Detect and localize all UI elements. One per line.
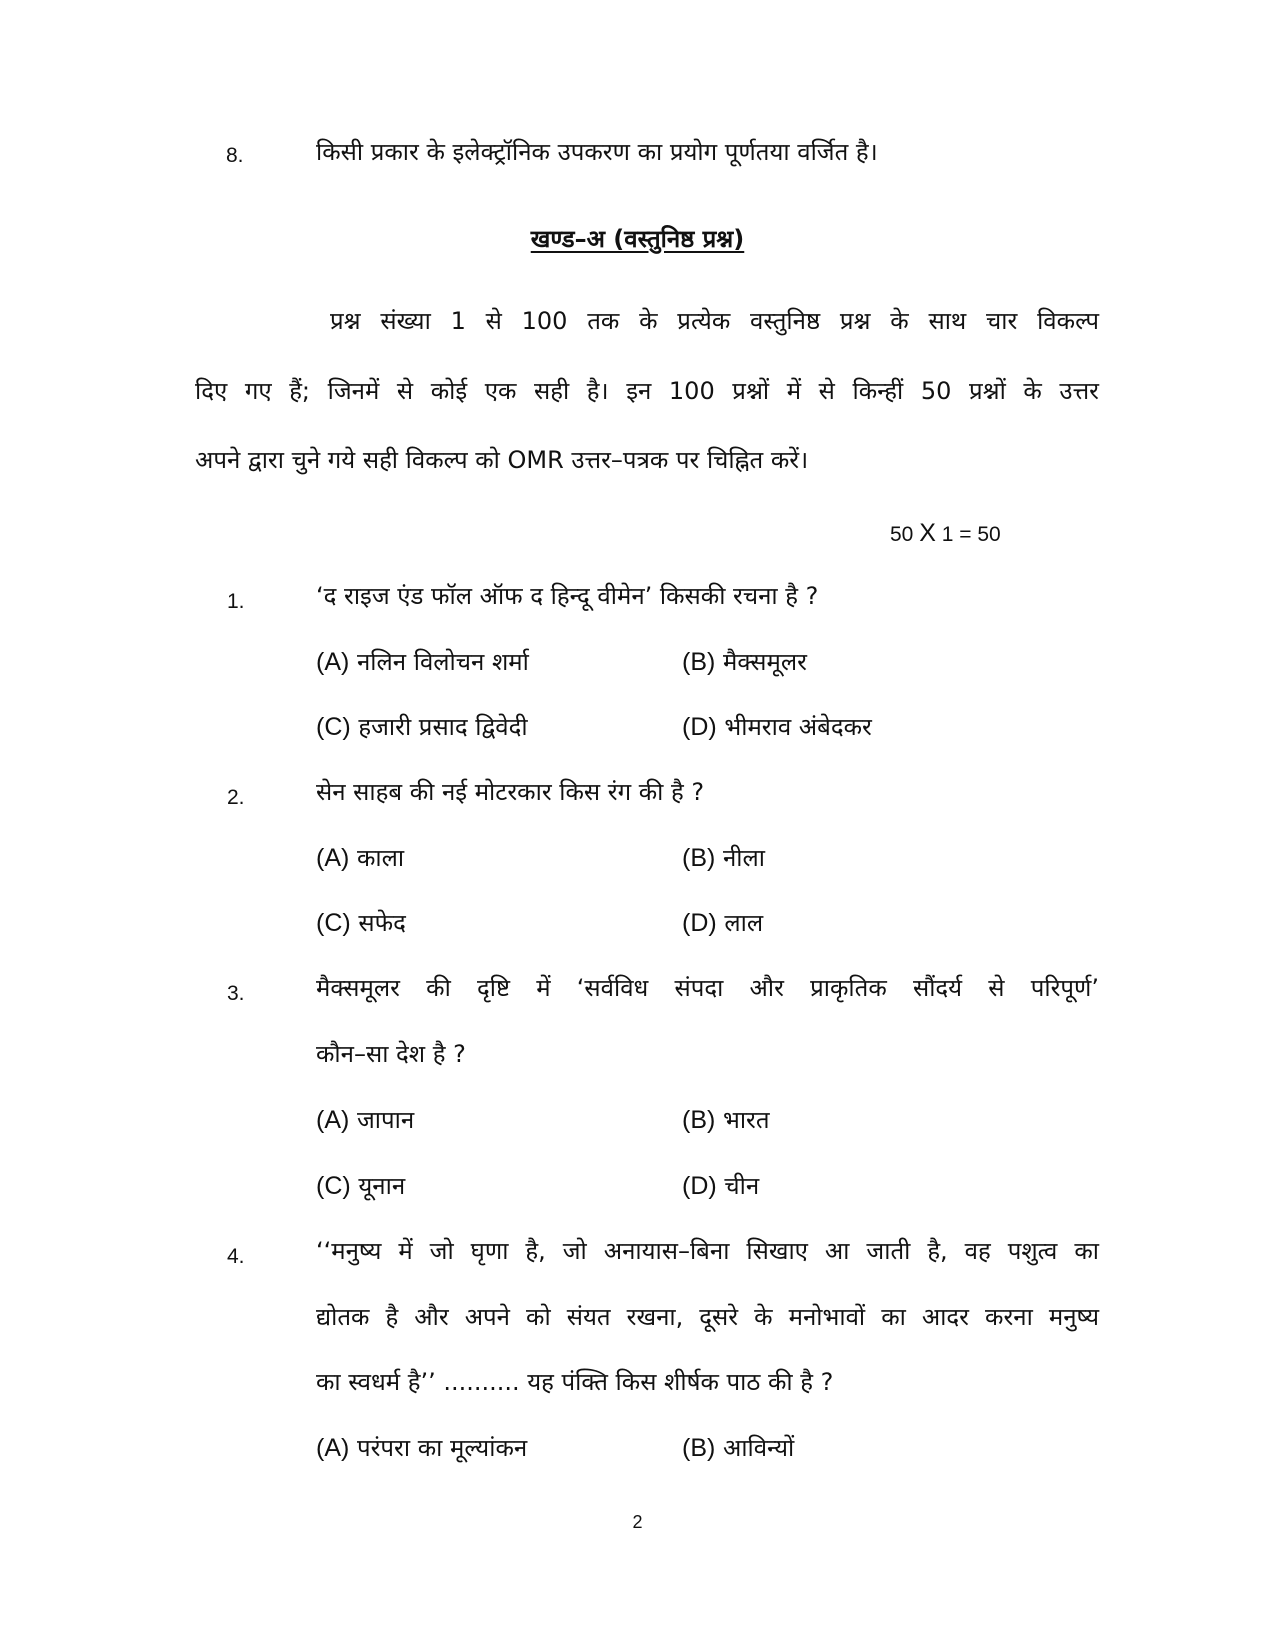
question-2-number: 2. (227, 786, 245, 809)
option-text: यूनान (358, 1172, 406, 1200)
option-text: लाल (724, 909, 764, 937)
option-text: भारत (722, 1106, 770, 1134)
question-2-option-b (682, 842, 765, 874)
marks-total: 50 (977, 523, 1001, 546)
option-label: (D) (682, 909, 717, 937)
option-label: (D) (682, 713, 717, 741)
option-text: जापान (356, 1106, 415, 1134)
option-label: (A) (316, 648, 350, 676)
question-4-option-b (682, 1432, 794, 1464)
marks-formula (890, 517, 1001, 551)
option-label: (A) (316, 1106, 350, 1134)
option-label: (B) (682, 1434, 716, 1462)
question-1-option-c (316, 711, 528, 743)
page-number: 2 (632, 1512, 643, 1532)
section-heading: खण्ड–अ (वस्तुनिष्ठ प्रश्न) (530, 225, 745, 253)
intro-line-3: अपने द्वारा चुने गये सही विकल्प को OMR उत्तर–पत्रक पर चिह्नित करें। (195, 446, 809, 474)
question-1-option-d (682, 711, 872, 743)
question-1-option-b (682, 646, 807, 678)
question-2-option-d (682, 907, 763, 939)
question-4-text-line-2: द्योतक है और अपने को संयत रखना, दूसरे के मनोभावों का आदर करना मनुष्य (316, 1303, 1099, 1331)
option-text: परंपरा का मूल्यांकन (356, 1434, 528, 1462)
option-text: नीला (722, 844, 765, 872)
question-2-text: सेन साहब की नई मोटरकार किस रंग की है ? (316, 778, 705, 806)
question-3-option-b (682, 1104, 770, 1136)
question-4-text-line-1: ‘‘मनुष्य में जो घृणा है, जो अनायास–बिना सिखाए आ जाती है, वह पशुत्व का (316, 1237, 1099, 1265)
marks-times: X (919, 519, 936, 547)
question-3-option-d (682, 1170, 759, 1202)
option-label: (B) (682, 648, 716, 676)
option-text: काला (356, 844, 405, 872)
question-4-option-a (316, 1432, 527, 1464)
option-label: (D) (682, 1172, 717, 1200)
option-label: (C) (316, 1172, 351, 1200)
option-label: (C) (316, 713, 351, 741)
option-text: नलिन विलोचन शर्मा (356, 648, 529, 676)
option-text: भीमराव अंबेदकर (724, 713, 872, 741)
option-text: आविन्यों (722, 1434, 795, 1462)
option-text: हजारी प्रसाद द्विवेदी (358, 713, 528, 741)
question-1-text: ‘द राइज एंड फॉल ऑफ द हिन्दू वीमेन’ किसकी रचना है ? (316, 582, 819, 610)
question-3-option-c (316, 1170, 405, 1202)
question-3-text-line-1: मैक्समूलर की दृष्टि में ‘सर्वविध संपदा और प्राकृतिक सौंदर्य से परिपूर्ण’ (316, 974, 1099, 1002)
option-label: (B) (682, 844, 716, 872)
intro-line-1: प्रश्न संख्या 1 से 100 तक के प्रत्येक वस्तुनिष्ठ प्रश्न के साथ चार विकल्प (330, 307, 1099, 335)
question-2-option-a (316, 842, 404, 874)
question-3-number: 3. (227, 982, 245, 1005)
question-3-option-a (316, 1104, 414, 1136)
question-2-option-c (316, 907, 406, 939)
question-1-number: 1. (227, 590, 245, 613)
question-4-number: 4. (227, 1245, 245, 1268)
option-text: मैक्समूलर (722, 648, 807, 676)
option-text: चीन (724, 1172, 760, 1200)
intro-line-2: दिए गए हैं; जिनमें से कोई एक सही है। इन 100 प्रश्नों में से किन्हीं 50 प्रश्नों के उत्तर (195, 377, 1099, 405)
marks-equals: = (959, 523, 972, 546)
instruction-text: किसी प्रकार के इलेक्ट्रॉनिक उपकरण का प्रयोग पूर्णतया वर्जित है। (316, 138, 878, 166)
question-4-text-line-3: का स्वधर्म है’’ .......... यह पंक्ति किस शीर्षक पाठ की है ? (316, 1368, 834, 1396)
option-text: सफेद (358, 909, 406, 937)
option-label: (A) (316, 1434, 350, 1462)
marks-count: 50 (890, 523, 914, 546)
question-3-text-line-2: कौन–सा देश है ? (316, 1040, 466, 1068)
instruction-number: 8. (226, 144, 244, 167)
option-label: (C) (316, 909, 351, 937)
option-label: (A) (316, 844, 350, 872)
option-label: (B) (682, 1106, 716, 1134)
marks-each: 1 (941, 523, 954, 546)
question-1-option-a (316, 646, 529, 678)
